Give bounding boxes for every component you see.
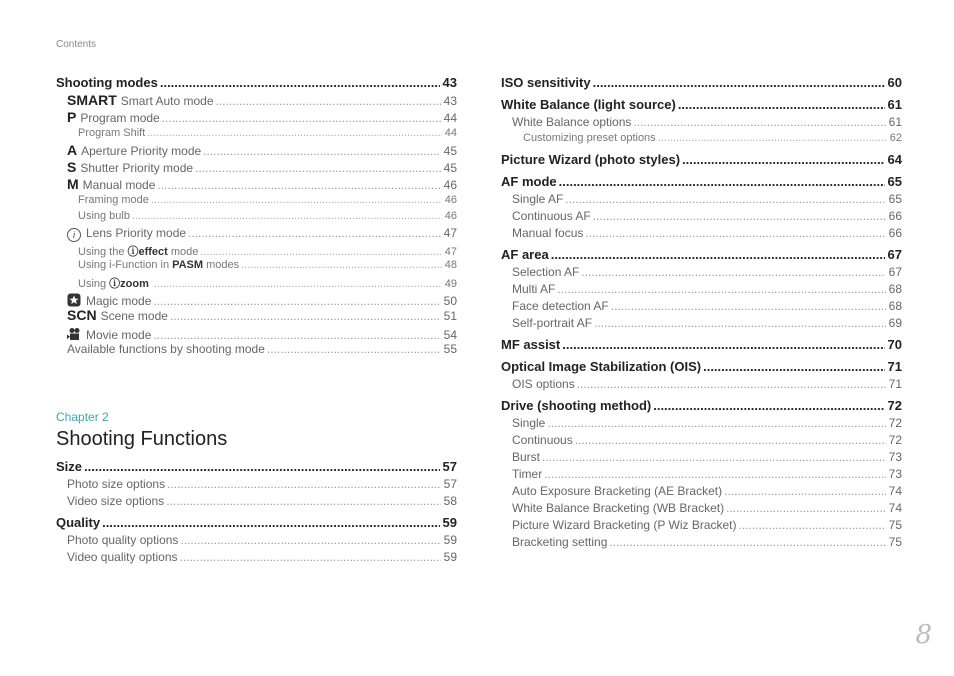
chapter-label: Chapter 2 xyxy=(56,410,109,424)
dot-leader xyxy=(559,174,885,189)
toc-entry-text: mode xyxy=(170,246,199,258)
dot-leader xyxy=(153,328,440,342)
toc-entry-page: 58 xyxy=(443,494,457,508)
dot-leader xyxy=(551,247,885,262)
dot-leader xyxy=(188,226,441,240)
toc-entry-label xyxy=(523,132,656,144)
dot-leader xyxy=(542,450,886,464)
dot-leader xyxy=(593,75,885,90)
toc-entry-text: Size xyxy=(56,459,83,474)
toc-entry-text: Drive (shooting method) xyxy=(501,398,652,413)
dot-leader xyxy=(585,226,885,240)
toc-entry-text: Photo size options xyxy=(67,477,166,491)
dot-leader xyxy=(180,550,441,564)
toc-entry[interactable] xyxy=(501,377,902,394)
toc-entry[interactable] xyxy=(501,518,902,535)
dot-leader xyxy=(162,111,441,125)
toc-entry-page: 47 xyxy=(443,226,457,240)
toc-entry-page: 43 xyxy=(442,75,457,90)
toc-entry-label xyxy=(512,192,563,206)
toc-entry-label xyxy=(512,501,724,515)
toc-entry-label xyxy=(512,299,609,313)
toc-entry[interactable] xyxy=(56,75,457,93)
toc-entry-page: 73 xyxy=(888,467,902,481)
toc-entry-page: 74 xyxy=(888,484,902,498)
toc-entry-label xyxy=(512,450,540,464)
toc-entry[interactable] xyxy=(501,316,902,333)
toc-entry-label xyxy=(67,533,178,547)
toc-entry-label xyxy=(78,259,239,271)
toc-entry-text: OIS options xyxy=(512,377,575,391)
toc-entry-text: Available functions by shooting mode xyxy=(67,342,265,356)
dot-leader xyxy=(195,161,441,175)
toc-entry-page: 44 xyxy=(443,111,457,125)
toc-entry-page: 62 xyxy=(889,132,902,144)
dot-leader xyxy=(200,246,441,258)
toc-entry[interactable] xyxy=(56,275,457,291)
toc-entry-label xyxy=(67,291,151,308)
toc-entry-text: Optical Image Stabilization (OIS) xyxy=(501,359,702,374)
toc-entry[interactable] xyxy=(501,501,902,518)
toc-entry[interactable] xyxy=(56,160,457,177)
toc-entry-text: Face detection AF xyxy=(512,299,609,313)
toc-entry-text: Shooting modes xyxy=(56,75,158,90)
toc-entry[interactable] xyxy=(501,398,902,416)
toc-entry-text: Using bulb xyxy=(78,210,130,222)
m-mode-icon: M xyxy=(67,177,79,192)
toc-entry[interactable] xyxy=(501,484,902,501)
toc-entry-page: 72 xyxy=(888,416,902,430)
toc-entry[interactable] xyxy=(501,282,902,299)
toc-entry-page: 71 xyxy=(888,377,902,391)
lens-priority-icon: i xyxy=(67,228,81,242)
dot-leader xyxy=(166,494,440,508)
toc-entry-text: Self-portrait AF xyxy=(512,316,593,330)
chapter-entries xyxy=(56,459,457,567)
toc-entry-page: 66 xyxy=(888,209,902,223)
dot-leader xyxy=(167,477,441,491)
toc-entry-text: Framing mode xyxy=(78,194,149,206)
toc-entry-page: 51 xyxy=(443,309,457,323)
toc-entry-page: 68 xyxy=(888,282,902,296)
toc-entry[interactable] xyxy=(56,226,457,243)
toc-entry-page: 55 xyxy=(443,342,457,356)
toc-entry-text: Scene mode xyxy=(100,309,168,323)
toc-entry-page: 68 xyxy=(888,299,902,313)
zoom-icon: ⓘzoom xyxy=(109,278,149,290)
toc-entry-page: 72 xyxy=(887,398,902,413)
toc-entry[interactable] xyxy=(56,515,457,533)
toc-entry[interactable] xyxy=(501,535,902,552)
toc-entry-page: 46 xyxy=(443,178,457,192)
toc-entry[interactable] xyxy=(56,127,457,143)
toc-entry[interactable] xyxy=(501,416,902,433)
toc-entry-label xyxy=(512,484,722,498)
toc-entry-page: 59 xyxy=(443,550,457,564)
toc-entry-label xyxy=(512,282,555,296)
toc-entry-page: 46 xyxy=(444,194,457,206)
toc-entry-text: modes xyxy=(206,259,240,271)
toc-entry[interactable] xyxy=(501,209,902,226)
toc-entry-label xyxy=(67,226,186,241)
toc-entry-text: Single AF xyxy=(512,192,564,206)
a-mode-icon: A xyxy=(67,143,78,158)
toc-entry-text: Continuous AF xyxy=(512,209,591,223)
toc-entry-page: 61 xyxy=(887,97,902,112)
toc-entry[interactable] xyxy=(56,325,457,342)
toc-entry-text: AF area xyxy=(501,247,549,262)
scn-mode-icon: SCN xyxy=(67,308,97,323)
toc-entry-page: 72 xyxy=(888,433,902,447)
toc-entry-text: Timer xyxy=(512,467,543,481)
toc-entry-text: Shutter Priority mode xyxy=(80,161,194,175)
toc-entry-page: 43 xyxy=(443,94,457,108)
toc-entry[interactable] xyxy=(56,308,457,325)
toc-entry-text: MF assist xyxy=(501,337,561,352)
toc-entry-text: Program mode xyxy=(80,111,160,125)
toc-entry-label xyxy=(67,177,155,192)
toc-entry-text: Multi AF xyxy=(512,282,556,296)
dot-leader xyxy=(609,535,885,549)
toc-right-column xyxy=(501,71,902,552)
toc-entry[interactable] xyxy=(56,110,457,127)
dot-leader xyxy=(267,342,441,356)
toc-entry-label xyxy=(512,377,575,391)
toc-entry-page: 69 xyxy=(888,316,902,330)
dot-leader xyxy=(157,178,440,192)
toc-entry[interactable] xyxy=(501,226,902,243)
toc-entry-label xyxy=(67,550,178,564)
dot-leader xyxy=(151,194,442,206)
toc-entry-text: Continuous xyxy=(512,433,573,447)
chapter-title: Shooting Functions xyxy=(56,428,228,450)
dot-leader xyxy=(633,115,885,129)
toc-entry-label xyxy=(512,115,631,129)
dot-leader xyxy=(724,484,886,498)
toc-entry-label xyxy=(501,247,549,262)
effect-icon: ⓘeffect xyxy=(127,246,168,258)
movie-mode-icon xyxy=(67,327,81,341)
toc-entry-text: Bracketing setting xyxy=(512,535,608,549)
toc-entry[interactable] xyxy=(56,342,457,359)
toc-entry-page: 75 xyxy=(888,535,902,549)
toc-entry-label xyxy=(78,243,198,259)
toc-entry-label xyxy=(56,515,100,530)
toc-entry-label xyxy=(512,265,579,279)
toc-entry-label xyxy=(512,316,592,330)
dot-leader xyxy=(154,278,442,290)
toc-entry-page: 60 xyxy=(887,75,902,90)
dot-leader xyxy=(739,518,886,532)
toc-entry-page: 48 xyxy=(444,259,457,271)
toc-entry[interactable] xyxy=(501,115,902,132)
toc-entry-label xyxy=(501,97,676,112)
toc-entry-text: Burst xyxy=(512,450,541,464)
dot-leader xyxy=(170,309,441,323)
toc-entry-text: Manual mode xyxy=(82,178,156,192)
dot-leader xyxy=(577,377,886,391)
dot-leader xyxy=(562,337,884,352)
toc-entry-text: Quality xyxy=(56,515,101,530)
toc-entry[interactable] xyxy=(501,337,902,355)
toc-entry[interactable] xyxy=(56,210,457,226)
toc-entry[interactable] xyxy=(501,299,902,316)
toc-entry[interactable] xyxy=(56,243,457,259)
toc-entry-text: Selection AF xyxy=(512,265,580,279)
toc-entry-page: 45 xyxy=(443,144,457,158)
dot-leader xyxy=(557,282,885,296)
toc-entry-page: 70 xyxy=(887,337,902,352)
toc-entry-page: 61 xyxy=(888,115,902,129)
toc-entry[interactable] xyxy=(501,433,902,450)
toc-entry-label xyxy=(512,535,607,549)
dot-leader xyxy=(102,515,439,530)
chapter-block xyxy=(56,410,457,567)
toc-entry-label xyxy=(512,416,545,430)
toc-entry-text: Smart Auto mode xyxy=(120,94,214,108)
toc-left-column xyxy=(56,71,457,359)
toc-entry-label xyxy=(67,93,214,108)
section-header-label: Contents xyxy=(56,39,97,50)
toc-entry-text: Auto Exposure Bracketing (AE Bracket) xyxy=(512,484,723,498)
dot-leader xyxy=(544,467,885,481)
toc-entry[interactable] xyxy=(56,533,457,550)
toc-entry-page: 65 xyxy=(887,174,902,189)
toc-entry[interactable] xyxy=(56,477,457,494)
toc-entry-page: 50 xyxy=(443,294,457,308)
toc-entry[interactable] xyxy=(56,291,457,308)
page-number: 8 xyxy=(915,620,932,650)
toc-entry[interactable] xyxy=(501,359,902,377)
dot-leader xyxy=(678,97,885,112)
toc-entry-label xyxy=(67,160,193,175)
dot-leader xyxy=(132,210,442,222)
dot-leader xyxy=(153,294,440,308)
dot-leader xyxy=(180,533,440,547)
dot-leader xyxy=(726,501,886,515)
toc-entry-page: 64 xyxy=(887,152,902,167)
dot-leader xyxy=(216,94,441,108)
toc-entry-page: 46 xyxy=(444,210,457,222)
dot-leader xyxy=(611,299,886,313)
toc-entry-page: 47 xyxy=(444,246,457,258)
toc-entry-label xyxy=(512,433,573,447)
toc-entry-label xyxy=(512,518,737,532)
toc-entry-page: 67 xyxy=(888,265,902,279)
dot-leader xyxy=(575,433,886,447)
magic-mode-icon xyxy=(67,293,81,307)
toc-entry-text: Customizing preset options xyxy=(523,132,656,144)
toc-entry-label xyxy=(67,494,164,508)
toc-entry-page: 66 xyxy=(888,226,902,240)
toc-entry[interactable] xyxy=(501,132,902,148)
toc-entry-label xyxy=(67,325,151,342)
dot-leader xyxy=(653,398,884,413)
s-mode-icon: S xyxy=(67,160,77,175)
toc-entry[interactable] xyxy=(501,152,902,170)
toc-entry-label xyxy=(67,477,165,491)
toc-entry-text: Manual focus xyxy=(512,226,584,240)
toc-entry-text: Picture Wizard Bracketing (P Wiz Bracket) xyxy=(512,518,737,532)
toc-entry-label xyxy=(67,308,168,323)
toc-entry-page: 67 xyxy=(887,247,902,262)
toc-entry-text: Lens Priority mode xyxy=(86,226,187,240)
toc-entry-label xyxy=(67,342,265,356)
toc-entry-text: ISO sensitivity xyxy=(501,75,591,90)
toc-entry-label xyxy=(512,209,591,223)
dot-leader xyxy=(547,416,885,430)
toc-entry-label xyxy=(67,143,201,158)
dot-leader xyxy=(84,459,440,474)
toc-entry-page: 59 xyxy=(442,515,457,530)
toc-entry[interactable] xyxy=(501,192,902,209)
toc-entry-label xyxy=(501,359,701,374)
toc-entry-label xyxy=(501,398,651,413)
toc-entry-page: 74 xyxy=(888,501,902,515)
smart-mode-icon: SMART xyxy=(67,93,117,108)
toc-entry-label xyxy=(78,127,145,139)
dot-leader xyxy=(565,192,885,206)
toc-entry-label xyxy=(501,75,591,90)
dot-leader xyxy=(241,259,442,271)
dot-leader xyxy=(593,209,886,223)
toc-entry-text: Program Shift xyxy=(78,127,146,139)
toc-entry[interactable] xyxy=(56,459,457,477)
toc-entry-page: 73 xyxy=(888,450,902,464)
toc-entry-text: Video size options xyxy=(67,494,165,508)
toc-entry-label xyxy=(501,337,560,352)
toc-entry-text: Magic mode xyxy=(86,294,152,308)
toc-entry-page: 65 xyxy=(888,192,902,206)
p-mode-icon: P xyxy=(67,110,77,125)
toc-entry-text: Aperture Priority mode xyxy=(81,144,202,158)
toc-entry-text: White Balance (light source) xyxy=(501,97,676,112)
toc-entry[interactable] xyxy=(501,247,902,265)
toc-entry[interactable] xyxy=(56,194,457,210)
toc-entry[interactable] xyxy=(56,177,457,194)
toc-entry-label xyxy=(512,467,542,481)
toc-entry-label xyxy=(501,174,557,189)
dot-leader xyxy=(682,152,885,167)
toc-entry-page: 59 xyxy=(443,533,457,547)
toc-entry-text: Video quality options xyxy=(67,550,178,564)
toc-entry[interactable] xyxy=(501,265,902,282)
dot-leader xyxy=(658,132,887,144)
dot-leader xyxy=(203,144,440,158)
toc-entry-text: Using i-Function in xyxy=(78,259,170,271)
toc-entry-text: Picture Wizard (photo styles) xyxy=(501,152,681,167)
toc-entry-text: White Balance Bracketing (WB Bracket) xyxy=(512,501,725,515)
toc-entry-label xyxy=(512,226,583,240)
toc-entry[interactable] xyxy=(501,174,902,192)
toc-entry-label xyxy=(67,110,160,125)
toc-entry[interactable] xyxy=(501,75,902,93)
toc-entry[interactable] xyxy=(56,93,457,110)
toc-entry-text: Single xyxy=(512,416,546,430)
toc-entry-text: Using the xyxy=(78,246,125,258)
pasm-icon: PASM xyxy=(172,259,204,271)
toc-entry-label xyxy=(56,459,82,474)
toc-entry-label xyxy=(78,275,152,291)
dot-leader xyxy=(147,127,442,139)
toc-entry[interactable] xyxy=(56,143,457,160)
toc-entry-page: 57 xyxy=(443,477,457,491)
toc-entry-text: AF mode xyxy=(501,174,557,189)
toc-entry[interactable] xyxy=(501,450,902,467)
toc-entry-text: Photo quality options xyxy=(67,533,179,547)
toc-entry-label xyxy=(56,75,158,90)
toc-entry-text: Using xyxy=(78,278,107,290)
toc-entry-page: 49 xyxy=(444,278,457,290)
toc-entry-text: White Balance options xyxy=(512,115,632,129)
dot-leader xyxy=(703,359,884,374)
toc-entry-page: 44 xyxy=(444,127,457,139)
toc-entry-page: 71 xyxy=(887,359,902,374)
toc-entry-page: 75 xyxy=(888,518,902,532)
toc-entry-page: 45 xyxy=(443,161,457,175)
toc-entry[interactable] xyxy=(56,259,457,275)
toc-entry-label xyxy=(501,152,680,167)
toc-entry-label xyxy=(78,194,149,206)
dot-leader xyxy=(160,75,440,90)
toc-entry[interactable] xyxy=(56,494,457,511)
toc-entry[interactable] xyxy=(501,467,902,484)
dot-leader xyxy=(581,265,885,279)
toc-entry-text: Movie mode xyxy=(86,328,152,342)
toc-entry-label xyxy=(78,210,130,222)
toc-entry[interactable] xyxy=(501,97,902,115)
toc-entry[interactable] xyxy=(56,550,457,567)
toc-entry-page: 57 xyxy=(442,459,457,474)
dot-leader xyxy=(594,316,886,330)
toc-entry-page: 54 xyxy=(443,328,457,342)
